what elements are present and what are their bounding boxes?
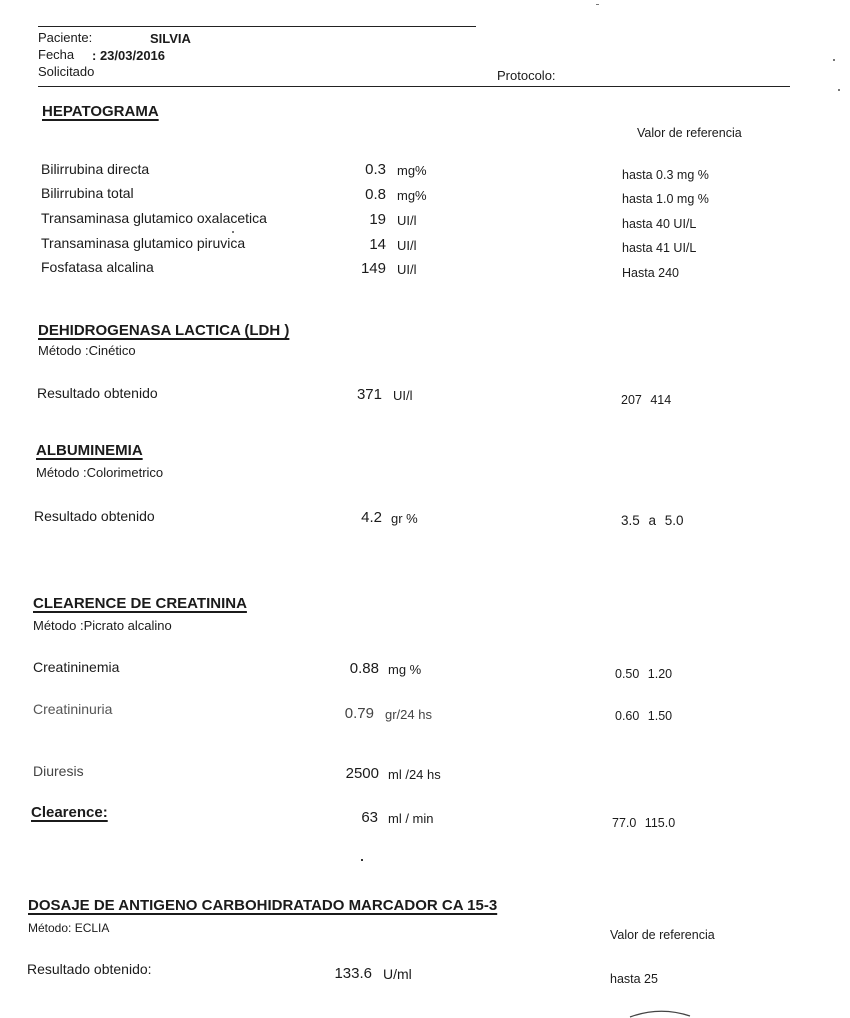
test-value: 2500 [345, 765, 379, 782]
requested-label: Solicitado [38, 64, 95, 79]
section-title-clearance: CLEARENCE DE CREATININA [33, 595, 247, 612]
test-unit: gr % [391, 511, 418, 526]
method-label: Método :Picrato alcalino [33, 618, 172, 633]
test-unit: mg% [397, 188, 427, 203]
test-reference: 0.60 1.50 [615, 709, 673, 723]
test-value: 0.3 [365, 161, 386, 178]
test-value: 4.2 [361, 509, 382, 526]
test-name: Transaminasa glutamico piruvica [41, 235, 246, 251]
test-name: Resultado obtenido [34, 508, 155, 524]
test-name: Transaminasa glutamico oxalacetica [41, 210, 267, 226]
reference-header: Valor de referencia [610, 928, 715, 942]
patient-name: SILVIA [150, 31, 191, 46]
test-unit: UI/l [393, 388, 413, 403]
test-value: 371 [356, 386, 382, 403]
header-top-rule [38, 26, 476, 27]
test-unit: U/ml [383, 966, 412, 982]
scan-speck [838, 89, 840, 91]
test-reference: 0.50 1.20 [615, 667, 673, 681]
section-title-hepatograma: HEPATOGRAMA [42, 103, 159, 120]
scan-speck [361, 859, 363, 861]
test-name: Bilirrubina directa [41, 161, 150, 177]
section-title-albuminemia: ALBUMINEMIA [36, 442, 143, 459]
test-value: 0.79 [344, 705, 374, 722]
method-label: Método: ECLIA [28, 921, 110, 935]
test-value: 0.88 [349, 660, 379, 677]
method-label: Método :Cinético [38, 343, 136, 358]
test-name: Bilirrubina total [41, 185, 134, 201]
test-reference: hasta 40 UI/L [622, 217, 697, 231]
clearance-result-label: Clearence: [31, 804, 108, 821]
test-name: Fosfatasa alcalina [41, 259, 154, 275]
scan-speck [596, 4, 599, 5]
test-name: Resultado obtenido: [27, 961, 152, 977]
test-name: Creatininemia [33, 659, 120, 675]
test-reference: hasta 25 [610, 972, 658, 986]
test-unit: mg % [388, 662, 422, 677]
test-value: 63 [361, 809, 378, 826]
test-unit: UI/l [397, 238, 417, 253]
method-label: Método :Colorimetrico [36, 465, 164, 480]
test-value: 149 [360, 260, 386, 277]
date-value: : 23/03/2016 [92, 48, 166, 63]
test-reference: 207 414 [621, 393, 672, 407]
test-value: 133.6 [334, 965, 372, 982]
test-value: 19 [369, 211, 386, 228]
test-unit: ml / min [388, 811, 434, 826]
test-reference: hasta 1.0 mg % [622, 192, 709, 206]
test-reference: Hasta 240 [622, 266, 679, 280]
protocol-label: Protocolo: [497, 68, 556, 83]
header-bottom-rule [38, 86, 790, 87]
scan-speck [833, 59, 835, 61]
test-reference: hasta 41 UI/L [622, 241, 697, 255]
test-unit: UI/l [397, 213, 417, 228]
section-title-ldh: DEHIDROGENASA LACTICA (LDH ) [38, 322, 290, 339]
scan-speck [232, 231, 234, 233]
test-unit: gr/24 hs [385, 707, 432, 722]
test-name: Diuresis [33, 763, 84, 779]
test-reference: 3.5 a 5.0 [621, 513, 684, 528]
patient-label: Paciente: [38, 30, 93, 45]
scan-arc-mark [628, 1006, 694, 1018]
test-name: Creatininuria [33, 701, 113, 717]
test-unit: ml /24 hs [388, 767, 441, 782]
test-unit: mg% [397, 163, 427, 178]
test-name: Resultado obtenido [37, 385, 158, 401]
date-label: Fecha [38, 47, 75, 62]
test-reference: hasta 0.3 mg % [622, 168, 709, 182]
test-unit: UI/l [397, 262, 417, 277]
reference-header: Valor de referencia [637, 126, 742, 140]
test-reference: 77.0 115.0 [612, 816, 676, 830]
section-title-ca153: DOSAJE DE ANTIGENO CARBOHIDRATADO MARCADOR CA 15-3 [28, 897, 498, 914]
test-value: 0.8 [365, 186, 386, 203]
test-value: 14 [369, 236, 386, 253]
